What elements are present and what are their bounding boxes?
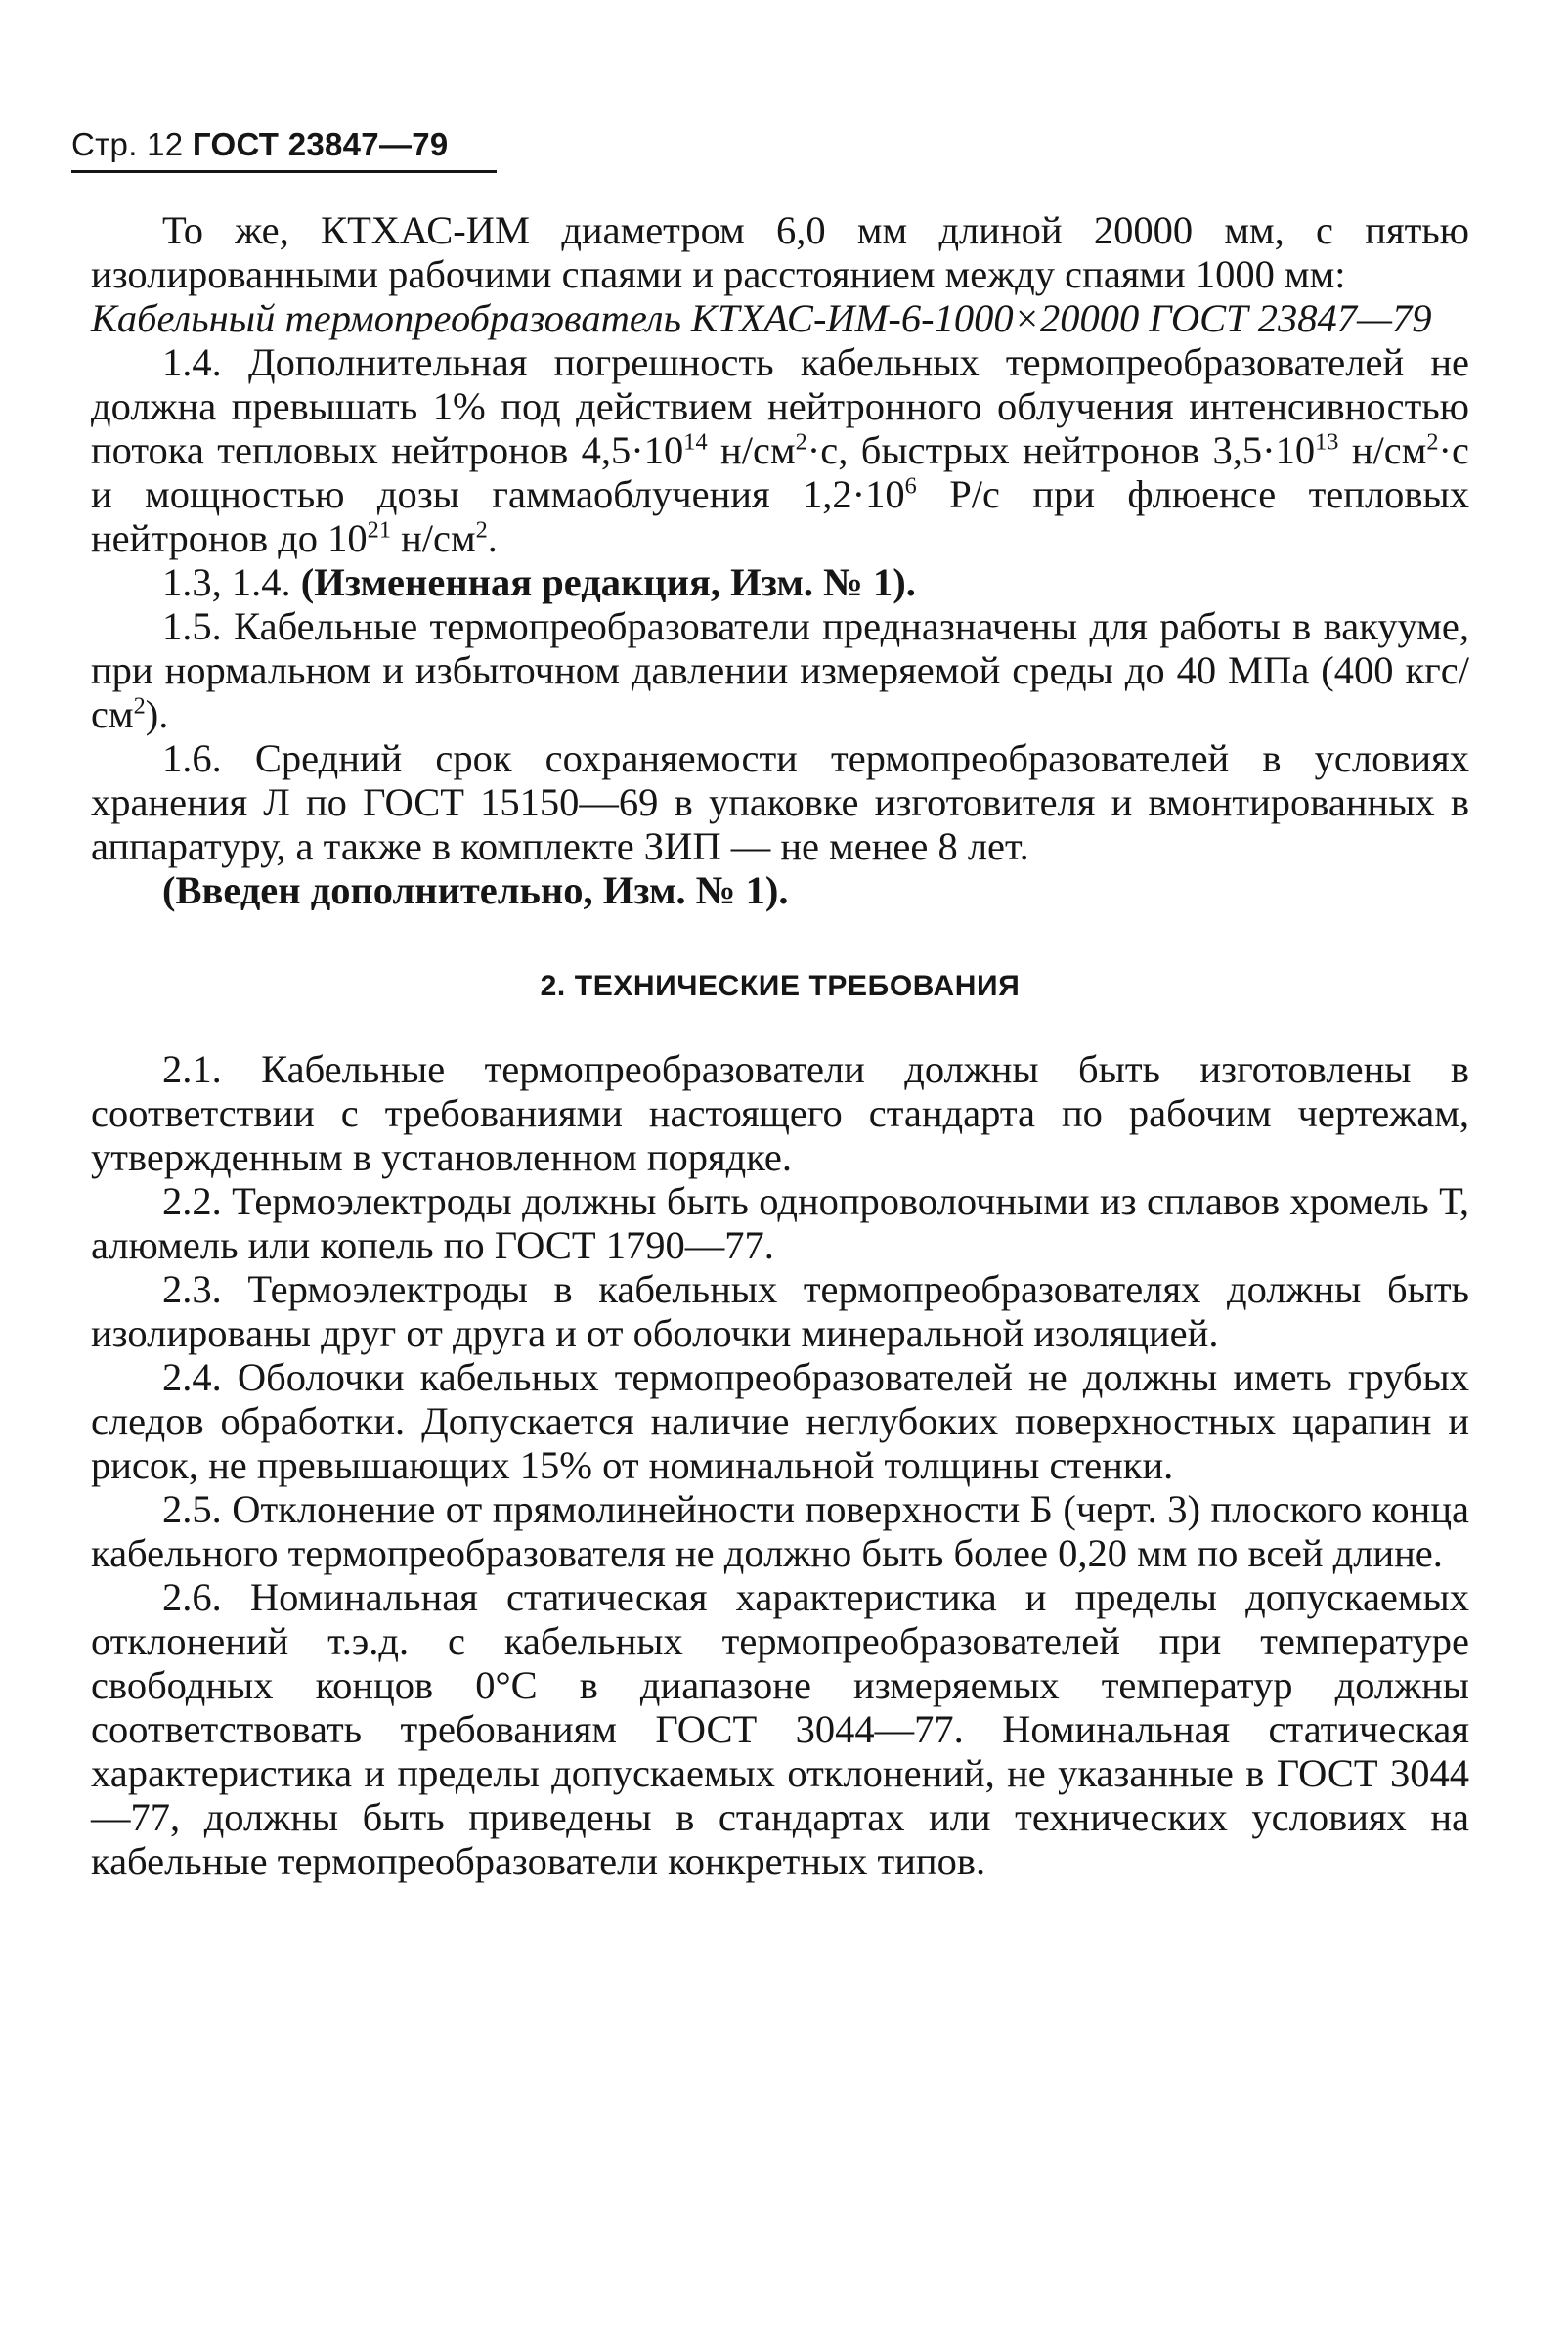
change-note-1 xyxy=(91,560,1469,604)
clause-2-6: 2.6. Номинальная статическая характеристика и пределы допускаемых отклонений т.э.д. с кабельных термопреобразователей при температуре свободных концов 0°С в диапазоне измеряемых температур должны соответствовать требованиям ГОСТ 3044—77. Номинальная статическая характеристика и пределы допускаемых отклонений, не указанные в ГОСТ 3044—77, должны быть приведены в стандартах или технических условиях на кабельные термопреобразователи конкретных типов. xyxy=(91,1575,1469,1883)
clause-2-4: 2.4. Оболочки кабельных термопреобразователей не должны иметь грубых следов обработки. Допускается наличие неглубоких поверхностных царапин и рисок, не превышающих 15% от номинальной толщины стенки. xyxy=(91,1355,1469,1487)
designation-example: Кабельный термопреобразователь КТХАС-ИМ-6-1000×20000 ГОСТ 23847—79 xyxy=(91,296,1432,340)
clause-1-5: 1.5. Кабельные термопреобразователи предназначены для работы в вакууме, при нормальном и избыточном давлении измеряемой среды до 40 МПа (400 кгс/$см^2$). xyxy=(91,604,1469,736)
body-text xyxy=(91,208,1469,1883)
change-note-clauses: 1.3, 1.4. xyxy=(162,560,291,604)
clause-1-4: 1.4. Дополнительная погрешность кабельных термопреобразователей не должна превышать 1% под действием нейтронного облучения интенсивностью потока тепловых нейтронов $4,5\cdot 10^{14}$ $н/см^2\cdot с$, быстрых нейтронов $3,5\cdot 10^{13}$ $н/см^2\cdot с$ и мощностью дозы гаммаоблучения $1,2\cdot 10^6$ Р/с при флюенсе тепловых нейтронов до $10^{21}$ $н/см^2$. xyxy=(91,340,1470,560)
change-note-text: (Измененная редакция, Изм. № 1). xyxy=(300,560,916,604)
clause-2-2: 2.2. Термоэлектроды должны быть однопроволочными из сплавов хромель Т, алюмель или копель по ГОСТ 1790—77. xyxy=(91,1179,1469,1267)
page-header xyxy=(71,125,449,164)
clause-1-6: 1.6. Средний срок сохраняемости термопреобразователей в условиях хранения Л по ГОСТ 15150—69 в упаковке изготовителя и вмонтированных в аппаратуру, а также в комплекте ЗИП — не менее 8 лет. xyxy=(91,736,1469,868)
clause-2-3: 2.3. Термоэлектроды в кабельных термопреобразователях должны быть изолированы друг от друга и от оболочки минеральной изоляцией. xyxy=(91,1267,1469,1355)
standard-number: ГОСТ 23847—79 xyxy=(192,126,449,162)
page-number: Стр. 12 xyxy=(71,126,184,162)
change-note-2: (Введен дополнительно, Изм. № 1). xyxy=(162,868,789,912)
clause-2-1: 2.1. Кабельные термопреобразователи должны быть изготовлены в соответствии с требованиями настоящего стандарта по рабочим чертежам, утвержденным в установленном порядке. xyxy=(91,1047,1469,1179)
clause-2-5: 2.5. Отклонение от прямолинейности поверхности Б (черт. 3) плоского конца кабельного термопреобразователя не должно быть более 0,20 мм по всей длине. xyxy=(91,1487,1469,1575)
example-paragraph: То же, КТХАС-ИМ диаметром 6,0 мм длиной 20000 мм, с пятью изолированными рабочими спаями и расстоянием между спаями 1000 мм: xyxy=(91,208,1469,296)
header-rule xyxy=(71,170,497,173)
section-2-title: 2. ТЕХНИЧЕСКИЕ ТРЕБОВАНИЯ xyxy=(540,970,1021,1002)
